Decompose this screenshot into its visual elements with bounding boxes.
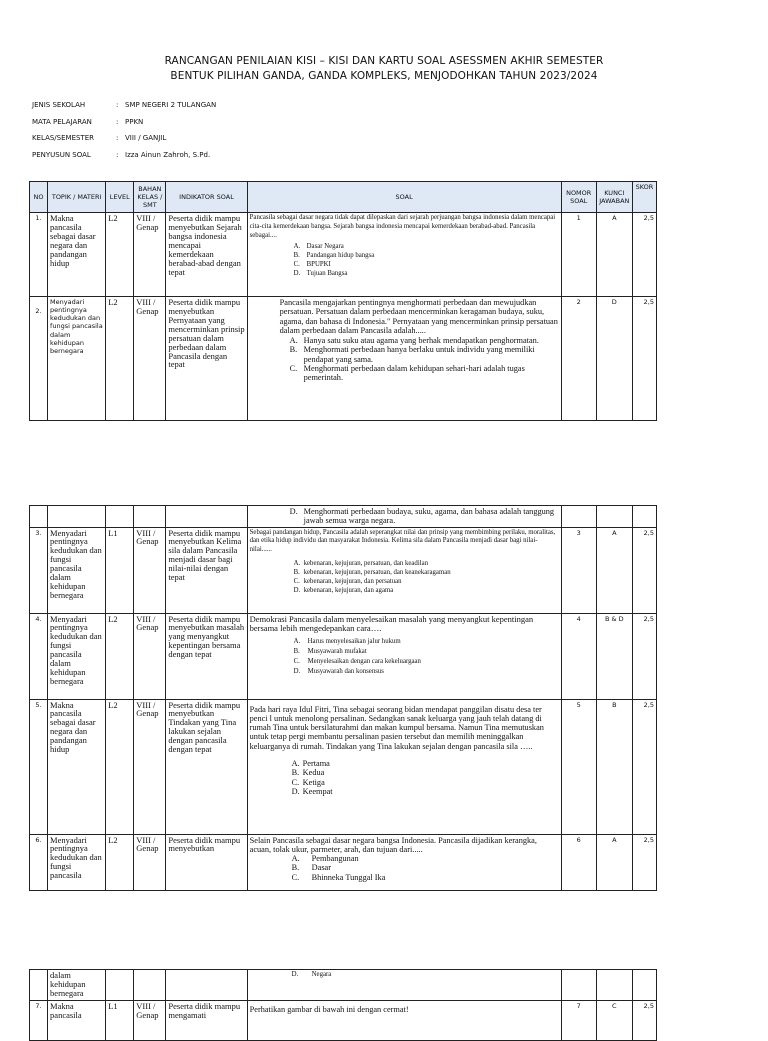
option-item: B. Dasar (291, 863, 331, 873)
row-level: L2 (106, 297, 134, 421)
meta-colon: : (116, 151, 119, 159)
row-indikator: Peserta didik mampu menyebutkan masalah yang menyangkut kepentingan bersama dengan tepat (166, 613, 247, 699)
row-level: L2 (106, 213, 134, 297)
row-level: L2 (106, 699, 134, 834)
row-nomor: 5 (561, 699, 596, 834)
row-indikator: Peserta didik mampu menyebutkan Sejarah bangsa indonesia mencapai kemerdekaan berabad-abad dengan tepat (166, 213, 247, 297)
row-topik: Menyadari pentingnya kedudukan dan fungsi pancasila (48, 834, 106, 890)
options-list (294, 637, 559, 676)
document-title-line2: BENTUK PILIHAN GANDA, GANDA KOMPLEKS, MENJODOHKAN TAHUN 2023/2024 (170, 70, 598, 82)
row-kunci: B (596, 699, 632, 834)
option-item: D. Negara (291, 971, 332, 978)
meta-label: MATA PELAJARAN (32, 118, 92, 126)
row-soal (247, 834, 561, 890)
row-topik: Menyadari pentingnya kedudukan dan fungsi pancasila dalam kehidupan bernegara (48, 527, 106, 613)
row-skor: 2,5 (632, 213, 656, 297)
col-header-level: LEVEL (106, 182, 134, 213)
option-item: B. Pandangan hidup bangsa (293, 252, 375, 260)
row-nomor: 1 (561, 213, 596, 297)
row-level: L1 (106, 1001, 134, 1041)
row-topik: Menyadari pentingnya kedudukan dan fungsi pancasila dalam kehidupan bernegara (48, 613, 106, 699)
table-row-continued (30, 970, 657, 1001)
options-list (290, 336, 559, 382)
row-soal (247, 1001, 561, 1041)
question-stem: Selain Pancasila sebagai dasar negara bangsa Indonesia. Pancasila dijadikan kerangka, acuan, tolak ukur, parmeter, arah, dan tujuan dari..... (249, 835, 537, 854)
col-header-topik: TOPIK / MATERI (48, 182, 106, 213)
option-item: D. Keempat (291, 786, 333, 796)
question-stem: Pancasila sebagai dasar negara tidak dapat dilepaskan dari sejarah perjuangan bangsa indonesia dalam mencapai cita-cita kemerdekaan bangsa. Sejarah bangsa indonesia mencapai kemerdekaan berabad-abad. Pancasila sebagai.... (249, 214, 556, 239)
option-item: C. BPUPKI (293, 261, 331, 269)
option-item: A. Harus menyelesaikan jalur hukum (293, 638, 401, 646)
row-topik: Menyadari pentingnya kedudukan dan fungsi pancasila dalam kehidupan bernegara (48, 297, 106, 421)
row-soal (247, 527, 561, 613)
table-row (30, 297, 657, 421)
row-kunci: A (596, 213, 632, 297)
row-kelas: VIII / Genap (134, 834, 166, 890)
row-kelas: VIII / Genap (134, 297, 166, 421)
row-skor: 2,5 (632, 613, 656, 699)
row-kelas: VIII / Genap (134, 613, 166, 699)
option-item: D. Tujuan Bangsa (293, 269, 348, 277)
row-soal-continued (247, 970, 561, 1001)
meta-label: PENYUSUN SOAL (32, 151, 91, 159)
row-nomor: 7 (561, 1001, 596, 1041)
col-header-skor: SKOR (632, 182, 656, 213)
meta-value: SMP NEGERI 2 TULANGAN (125, 101, 217, 109)
table-row (30, 613, 657, 699)
row-topik: Makna pancasila (48, 1001, 106, 1041)
question-stem: Perhatikan gambar di bawah ini dengan cermat! (249, 1005, 409, 1014)
meta-value: PPKN (125, 118, 144, 126)
col-header-bahan-kelas: BAHAN KELAS / SMT (134, 182, 166, 213)
kisi-table-page-2 (29, 505, 657, 891)
meta-value: Izza Ainun Zahroh, S.Pd. (125, 151, 211, 159)
row-indikator: Peserta didik mampu mengamati (166, 1001, 247, 1041)
row-kunci: C (596, 1001, 632, 1041)
meta-label: KELAS/SEMESTER (32, 134, 94, 142)
option-item: D. kebenaran, kejujuran, dan agama (293, 586, 394, 594)
row-skor: 2,5 (632, 699, 656, 834)
row-kelas: VIII / Genap (134, 1001, 166, 1041)
option-item: C. Ketiga (291, 777, 325, 787)
col-header-kunci: KUNCI JAWABAN (596, 182, 632, 213)
row-kelas: VIII / Genap (134, 699, 166, 834)
row-nomor: 6 (561, 834, 596, 890)
row-kelas: VIII / Genap (134, 213, 166, 297)
option-item: A. Pembangunan (291, 854, 359, 864)
row-topik: Makna pancasila sebagai dasar negara dan pandangan hidup (48, 699, 106, 834)
options-list (290, 507, 559, 526)
row-level: L2 (106, 613, 134, 699)
row-nomor: 3 (561, 527, 596, 613)
document-title-line1: RANCANGAN PENILAIAN KISI – KISI DAN KARTU SOAL ASESSMEN AKHIR SEMESTER (164, 55, 604, 67)
row-kunci: B & D (596, 613, 632, 699)
option-item: A. Pertama (291, 758, 330, 768)
row-level: L1 (106, 527, 134, 613)
row-indikator: Peserta didik mampu menyebutkan Pernyataan yang mencerminkan prinsip persatuan dalam perbedaan dalam Pancasila dengan tepat (166, 297, 247, 421)
row-skor: 2,5 (632, 834, 656, 890)
table-row (30, 1001, 657, 1041)
option-item: C. Bhinneka Tunggal Ika (291, 872, 386, 882)
option-item: D. Menghormati perbedaan budaya, suku, agama, dan bahasa adalah tanggung jawab semua warga negara. (289, 507, 555, 526)
kisi-table-page-1 (29, 181, 657, 421)
options-list (292, 759, 559, 796)
meta-label: JENIS SEKOLAH (32, 101, 86, 109)
table-row (30, 834, 657, 890)
row-topik: Makna pancasila sebagai dasar negara dan pandangan hidup (48, 213, 106, 297)
table-row-continued (30, 506, 657, 528)
option-item: C. Menyelesaikan dengan cara kekeluargaan (293, 657, 421, 665)
row-kunci: A (596, 527, 632, 613)
option-item: B. Musyawarah mufakat (293, 648, 367, 656)
question-stem: Demokrasi Pancasila dalam menyelesaikan masalah yang menyangkut kepentingan bersama lebih mengedepankan cara…. (249, 613, 534, 633)
table-row (30, 699, 657, 834)
table-row (30, 213, 657, 297)
row-indikator: Peserta didik mampu menyebutkan Tindakan yang Tina lakukan sejalan dengan pancasila dengan tepat (166, 699, 247, 834)
row-no: 1. (30, 213, 48, 297)
question-stem: Pada hari raya Idul Fitri, Tina sebagai seorang bidan mendapat panggilan disatu desa ter penci l untuk menolong persalinan. Sedangkan sanak keluarga yang jauh telah datang di rumah Tina untuk bersilaturahmi dan makan kumpul bersama. Namun Tina memutuskan untuk tetap pergi membantu persalinan pasien tersebut dan memilih meninggalkan keluarganya di rumah. Tindakan yang Tina lakukan sejalan dengan pancasila sila ….. (249, 704, 544, 751)
row-skor: 2,5 (632, 297, 656, 421)
meta-colon: : (116, 118, 119, 126)
options-list (292, 971, 559, 980)
meta-value: VIII / GANJIL (125, 134, 167, 142)
row-no: 3. (30, 527, 48, 613)
row-kunci: A (596, 834, 632, 890)
question-stem: Sebagai pandangan hidup, Pancasila adalah seperangkat nilai dan prinsip yang membimbing perilaku, moralitas, dan etika hidup individu dan masyarakat Indonesia. Kelima sila dalam Pancasila menjadi dasar bagi nilai-nilai...... (249, 528, 556, 554)
option-item: A. kebenaran, kejujuran, persatuan, dan keadilan (293, 560, 429, 568)
row-nomor: 2 (561, 297, 596, 421)
row-level: L2 (106, 834, 134, 890)
row-kunci: D (596, 297, 632, 421)
row-no: 6. (30, 834, 48, 890)
option-item: B. Kedua (291, 768, 325, 778)
row-indikator: Peserta didik mampu menyebutkan (166, 834, 247, 890)
row-skor: 2,5 (632, 1001, 656, 1041)
col-header-nomor-soal: NOMOR SOAL (561, 182, 596, 213)
options-list (294, 560, 559, 595)
question-stem: Pancasila mengajarkan pentingnya menghormati perbedaan dan mewujudkan persatuan. Persatuan dalam perbedaan mencerminkan keragaman budaya, suku, agama, dan bahasa di Indonesia." Pernyataan yang mencerminkan prinsip persatuan dalam perbedaan dalam Pancasila adalah..... (279, 298, 558, 335)
row-soal (247, 213, 561, 297)
option-item: A. Hanya satu suku atau agama yang berhak mendapatkan penghormatan. (289, 336, 539, 346)
row-soal (247, 613, 561, 699)
row-no: 7. (30, 1001, 48, 1041)
option-item: B. kebenaran, kejujuran, persatuan, dan keanekaragaman (293, 568, 451, 576)
row-no: 5. (30, 699, 48, 834)
row-soal (247, 699, 561, 834)
row-indikator: Peserta didik mampu menyebutkan Kelima sila dalam Pancasila menjadi dasar bagi nilai-nilai dengan tepat (166, 527, 247, 613)
meta-colon: : (116, 134, 119, 142)
col-header-no: NO (30, 182, 48, 213)
option-item: D. Musyawarah dan konsensus (293, 667, 384, 675)
table-row (30, 527, 657, 613)
options-list (294, 243, 559, 278)
row-soal (247, 297, 561, 421)
table-header-row (30, 182, 657, 213)
row-topik-continued: dalam kehidupan bernegara (48, 970, 106, 1001)
option-item: A. Dasar Negara (293, 243, 344, 251)
row-no: 2. (30, 297, 48, 421)
row-skor: 2,5 (632, 527, 656, 613)
row-no: 4. (30, 613, 48, 699)
option-item: C. Menghormati perbedaan dalam kehidupan sehari-hari adalah tugas pemerintah. (289, 363, 525, 383)
col-header-indikator: INDIKATOR SOAL (166, 182, 247, 213)
row-nomor: 4 (561, 613, 596, 699)
row-soal-continued (247, 506, 561, 528)
col-header-soal: SOAL (247, 182, 561, 213)
options-list (292, 854, 559, 882)
option-item: C. kebenaran, kejujuran, dan persatuan (293, 577, 402, 585)
row-kelas: VIII / Genap (134, 527, 166, 613)
kisi-table-page-3 (29, 969, 657, 1041)
option-item: B. Menghormati perbedaan hanya berlaku untuk individu yang memiliki pendapat yang sama. (289, 345, 535, 364)
meta-colon: : (116, 101, 119, 109)
